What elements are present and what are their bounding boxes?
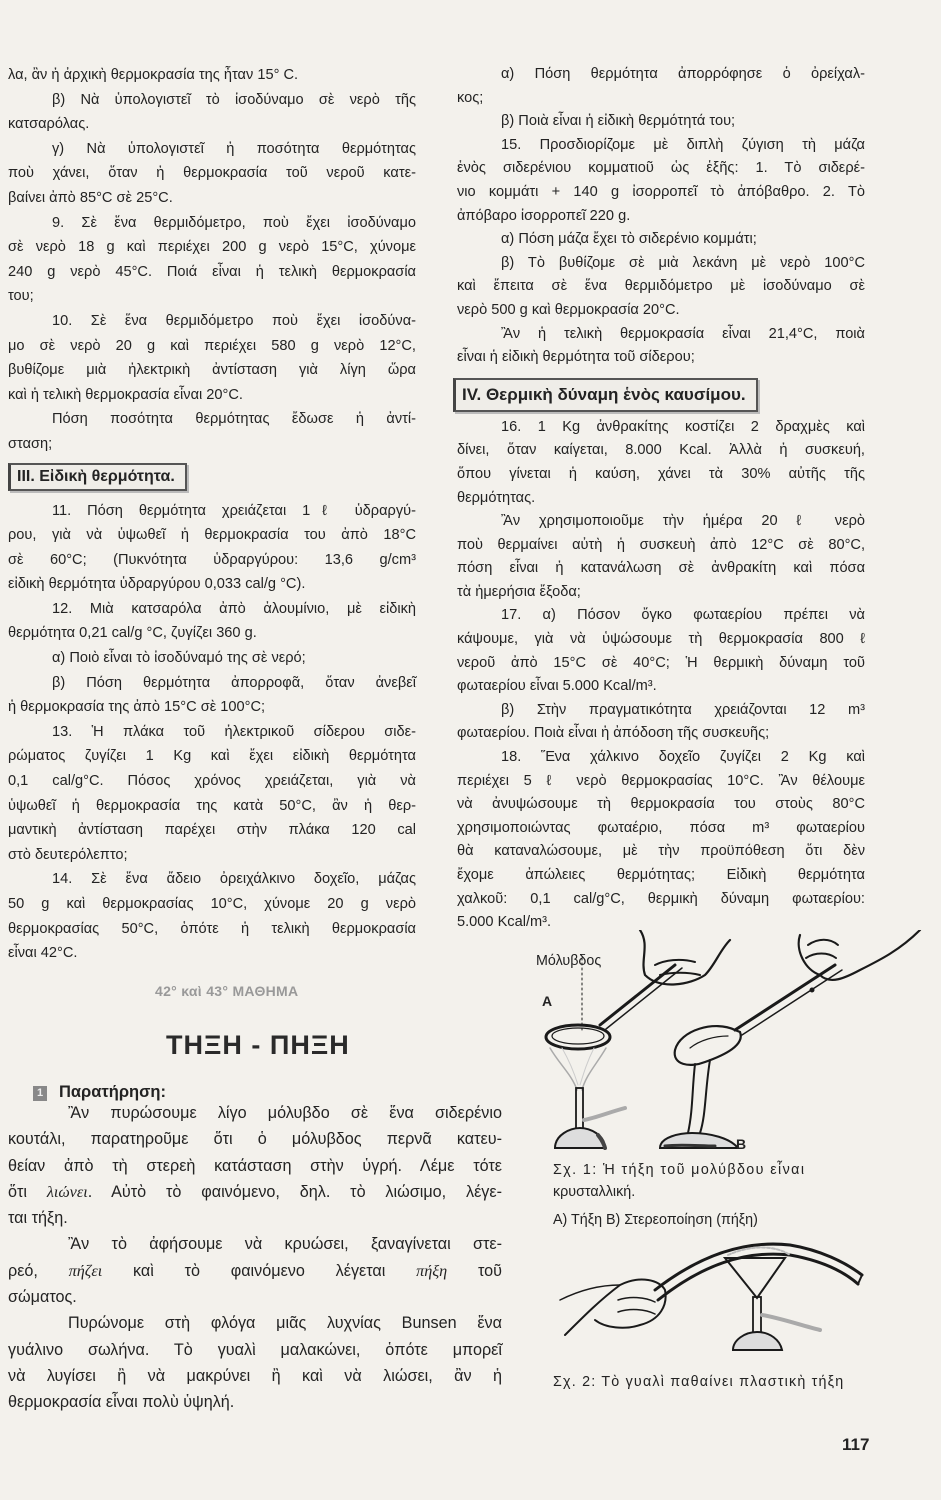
paragraph (8, 597, 416, 646)
text-line: βυθίζομε μιὰ ἠλεκτρικὴ ἀντίσταση γιὰ λίγη ὥρα (8, 362, 416, 379)
text-line: μο σὲ νερὸ 20 g καὶ περιέχει 580 g νερὸ 12°C, (8, 337, 416, 354)
text-line: νὰ λυγίσει ἢ νὰ μακρύνει ἢ καὶ νὰ λιώσει, ἂν ἡ (8, 1366, 502, 1385)
text-line: Ἂν τὸ ἀφήσουμε νὰ κρυώσει, ξαναγίνεται στε- (68, 1235, 502, 1254)
paragraph (8, 671, 416, 720)
text-line: μαντικὴ ἀντίσταση παρέχει στὴν πλάκα 120 cal (8, 822, 416, 839)
paragraph (8, 1310, 502, 1415)
text-line: κος; (457, 89, 484, 106)
text-line: 10. Σὲ ἕνα θερμιδόμετρο ποὺ ἔχει ἰσοδύνα- (52, 312, 416, 329)
text-line: καὶ ἡ τελικὴ θερμοκρασία εἶναι 20°C. (8, 386, 243, 403)
text-line: σὲ 60°C; (Πυκνότητα ὑδραργύρου: 13,6 g/cm³ (8, 551, 416, 568)
text-line: ὅτι λιώνει. Αὐτὸ τὸ φαινόμενο, δηλ. τὸ λιώσιμο, λέγε- (8, 1182, 502, 1201)
figure-2-glass-tube-drawing (560, 1244, 862, 1350)
text-line: α) Πόση θερμότητα ἀπορρόφησε ὁ ὀρείχαλ- (501, 66, 865, 82)
paragraph (457, 604, 865, 698)
text-line: εἰδικὴ θερμότητα ὑδραργύρου 0,033 cal/g °C). (8, 576, 306, 593)
text-line: Πυρώνομε στὴ φλόγα μιᾶς λυχνίας Bunsen ἕνα (68, 1314, 502, 1333)
text-line: στὸ δευτερόλεπτο; (8, 846, 128, 863)
text-line: θερμοκρασίας 50°C, ὁπότε ἡ τελικὴ θερμοκρασία (8, 920, 416, 937)
text-line: φωταερίου εἶναι 5.000 Kcal/m³. (457, 678, 657, 695)
text-line: β) Πόση θερμότητα ἀπορροφᾶ, ὅταν ἀνεβεῖ (52, 674, 416, 691)
figure-label-a: A (542, 993, 553, 1009)
paragraph (8, 88, 416, 137)
text-line: θὰ καταναλώσουμε, μὲ τὴν προϋπόθεση ὅτι δὲν (457, 843, 865, 860)
term: λιώνει (46, 1182, 88, 1201)
paragraph (457, 746, 865, 935)
section-heading-box (8, 457, 416, 499)
paragraph (457, 416, 865, 510)
paragraph (8, 867, 416, 965)
text-line: ἑνὸς σιδερένιου κομματιοῦ ὡς ἑξῆς: 1. Τὸ σιδερέ- (457, 160, 865, 177)
text-line: α) Ποιὸ εἶναι τὸ ἰσοδύναμό της σὲ νερό; (52, 650, 306, 667)
text-line: β) Νὰ ὑπολογιστεῖ τὸ ἰσοδύναμο σὲ νερὸ τῆς (52, 91, 416, 108)
text-line: νερὸ 500 g καὶ θερμοκρασία 20°C. (457, 301, 680, 318)
text-line: καὶ ἔπειτα σὲ ἕνα θερμιδόμετρο μὲ ἰσοδύναμο σὲ (457, 278, 865, 295)
paragraph (8, 1100, 502, 1231)
section-heading-box (457, 370, 865, 416)
text-line: Πόση ποσότητα θερμότητας ἔδωσε ἡ ἀντί- (52, 411, 416, 428)
text-line: χρησιμοποιώντας φωταέριο, πόσα m³ φωταερίου (457, 819, 866, 836)
paragraph (457, 252, 865, 323)
figure-2-caption: Σχ. 2: Τὸ γυαλὶ παθαίνει πλαστικὴ τήξη (553, 1374, 845, 1390)
chapter-title: ΤΗΞΗ - ΠΗΞΗ (166, 1030, 350, 1060)
text-line: β) Τὸ βυθίζομε σὲ μιὰ λεκάνη μὲ νερὸ 100°C (501, 254, 865, 271)
text-line: 18. Ἕνα χάλκινο δοχεῖο ζυγίζει 2 Kg καὶ (501, 749, 865, 766)
text-line: φωταερίου. Ποιὰ εἶναι ἡ ἀπόδοση τῆς συσκευῆς; (457, 725, 770, 742)
term: πήζει (68, 1261, 103, 1280)
text-line: κουτάλι, παρατηροῦμε ὅτι ὁ μόλυβδος περνᾶ κατευ- (8, 1130, 502, 1149)
text-line: 13. Ἡ πλάκα τοῦ ἠλεκτρικοῦ σίδερου σιδε- (52, 723, 416, 740)
text-line: 240 g νερὸ 45°C. Ποιά εἶναι ἡ τελικὴ θερμοκρασία (8, 263, 416, 280)
text-line: χαλκοῦ: 0,1 cal/g°C, θερμικὴ δύναμη φωταερίου: (457, 890, 865, 907)
text-line: βαίνει ἀπὸ 85°C σὲ 25°C. (8, 189, 173, 206)
section-number-badge: 1 (33, 1086, 47, 1101)
text-line: 11. Πόση θερμότητα χρειάζεται 1ℓ ὑδραργύ- (52, 502, 416, 519)
paragraph (8, 211, 416, 309)
text-line: ὅπου γίνεται ἡ καύση, χάνει τὰ 30% αὐτῆς τῆς (457, 465, 865, 482)
text-line: 0,1 cal/g°C. Πόσος χρόνος χρειάζεται, γιὰ νὰ (8, 773, 416, 790)
text-line: ἀπόβαρο ἰσορροπεῖ 220 g. (457, 207, 631, 224)
text-line: νὰ ἀνυψώσουμε τὴ θερμοκρασία του στοὺς 80°C (457, 796, 865, 813)
paragraph (8, 720, 416, 868)
page-number: 117 (842, 1435, 870, 1454)
observation-text (8, 1100, 502, 1416)
text-line: θερμοκρασία εἶναι πολὺ ὑψηλή. (8, 1393, 235, 1412)
text-line: πόση εἶναι ἡ κατανάλωση σὲ ἀνθρακίτη καὶ πόσα (457, 560, 865, 577)
text-line: 12. Μιὰ κατσαρόλα ἀπὸ ἀλουμίνιο, μὲ εἰδικὴ (52, 600, 416, 617)
paragraph (8, 1231, 502, 1310)
text-line: ἡ θερμοκρασία της ἀπὸ 15°C σὲ 100°C; (8, 699, 266, 716)
figure-1-melting-lead-drawing (546, 930, 920, 1148)
text-line: κατσαρόλας. (8, 116, 90, 133)
term: πήξη (416, 1261, 448, 1280)
text-line: 16. 1 Kg ἀνθρακίτης κοστίζει 2 δραχμὲς καὶ (501, 418, 865, 435)
text-line: σὲ νερὸ 18 g καὶ περιέχει 200 g νερὸ 15°C, χύνομε (8, 239, 416, 256)
text-line: ποὺ χάνει, ὅταν ἡ θερμοκρασία τοῦ νεροῦ κατε- (8, 165, 416, 182)
paragraph (8, 63, 416, 88)
paragraph (457, 323, 865, 370)
text-line: ποὺ θερμαίνει αὐτὴ ἡ συσκευὴ ἀπὸ 12°C σὲ 80°C, (457, 536, 865, 553)
text-line: γ) Νὰ ὑπολογιστεῖ ἡ ποσότητα θερμότητας (52, 140, 416, 157)
text-line: 14. Σὲ ἕνα ἄδειο ὀρειχάλκινο δοχεῖο, μάζας (52, 871, 416, 888)
text-line: του; (8, 288, 34, 305)
text-line: ρεό, πήζει καὶ τὸ φαινόμενο λέγεται πήξη τοῦ (8, 1261, 502, 1280)
figure-1-caption-line-3: Α) Τήξη Β) Στερεοποίηση (πήξη) (553, 1212, 758, 1228)
text-line: α) Πόση μάζα ἔχει τὸ σιδερένιο κομμάτι; (501, 231, 757, 248)
paragraph (457, 110, 865, 134)
text-line: β) Ποιὰ εἶναι ἡ εἰδικὴ θερμότητά του; (501, 113, 736, 130)
text-line: νεροῦ ἀπὸ 15°C σὲ 40°C; Ἡ θερμικὴ δύναμη τοῦ (457, 654, 865, 671)
text-line: Ἂν χρησιμοποιοῦμε τὴν ἡμέρα 20 ℓ νερὸ (501, 513, 865, 530)
figure-1-caption-line-1: Σχ. 1: Ἡ τήξη τοῦ μολύβδου εἶναι (553, 1162, 806, 1178)
text-line: περιέχει 5 ℓ νερὸ θερμοκρασίας 10°C. Ἂν θέλουμε (457, 772, 865, 789)
paragraph (8, 407, 416, 456)
text-line: 9. Σὲ ἕνα θερμιδόμετρο, ποὺ ἔχει ἰσοδύναμο (52, 214, 416, 231)
lead-label: Μόλυβδος (536, 953, 602, 969)
text-line: γυάλινο σωλήνα. Τὸ γυαλὶ μαλακώνει, ὁπότε μπορεῖ (8, 1340, 502, 1359)
text-line: θερμότητα 0,21 cal/g °C, ζυγίζει 360 g. (8, 625, 257, 642)
paragraph (457, 699, 865, 746)
text-line: λα, ἂν ἡ ἀρχικὴ θερμοκρασία της ἦταν 15° C. (8, 67, 299, 83)
text-line: κάψουμε, γιὰ νὰ ὑψώσουμε τὴ θερμοκρασία 800 ℓ (457, 631, 865, 648)
text-line: ἔχομε ἀπώλειες θερμότητας; Εἰδικὴ θερμότητα (457, 867, 865, 883)
text-line: ὑψωθεῖ ἡ θερμοκρασία της κατὰ 50°C, ἂν ἡ θερ- (8, 797, 416, 814)
figure-1-caption-line-2: κρυσταλλική. (553, 1184, 636, 1200)
paragraph (8, 309, 416, 407)
text-line: 50 g καὶ θερμοκρασίας 10°C, χύνομε 20 g νερὸ (8, 896, 416, 912)
paragraph (457, 63, 865, 110)
paragraph (457, 134, 865, 228)
text-line: τὰ ἡμερήσια ἔξοδα; (457, 583, 581, 600)
text-line: δίνει, ὅταν καίγεται, 8.000 Kcal. Ἀλλὰ ἡ συσκευή, (457, 442, 865, 459)
text-line: ρου, γιὰ νὰ ὑψωθεῖ ἡ θερμοκρασία του ἀπὸ 18°C (8, 527, 416, 544)
paragraph (457, 228, 865, 252)
text-line: θείαν ἀπὸ τὴ στερεὴ κατάσταση στὴν ὑγρή. Λέμε τότε (8, 1156, 502, 1175)
figure-label-b: B (736, 1136, 747, 1152)
text-line: 17. α) Πόσον ὄγκο φωταερίου πρέπει νὰ (501, 607, 865, 624)
text-line: 15. Προσδιορίζομε μὲ διπλὴ ζύγιση τὴ μάζα (501, 136, 865, 153)
text-line: εἶναι 42°C. (8, 945, 78, 962)
section-heading: III. Εἰδικὴ θερμότητα. (8, 463, 187, 491)
left-text-column (8, 63, 416, 966)
text-line: σταση; (8, 435, 53, 452)
right-text-column (457, 63, 865, 935)
paragraph (8, 499, 416, 597)
text-line: 5.000 Kcal/m³. (457, 914, 552, 931)
text-line: νιο κομμάτι + 140 g ἰσορροπεῖ τὸ ἀπόβαθρο. 2. Τὸ (457, 183, 865, 200)
text-line: ρώματος ζυγίζει 1 Kg καὶ ἔχει εἰδικὴ θερμότητα (8, 748, 416, 765)
text-line: Ἂν πυρώσουμε λίγο μόλυβδο σὲ ἕνα σιδερένιο (68, 1104, 502, 1122)
text-line: θερμότητας. (457, 489, 536, 506)
paragraph (8, 137, 416, 211)
paragraph (8, 646, 416, 671)
paragraph (457, 510, 865, 604)
lesson-number-label: 42° καὶ 43° ΜΑΘΗΜΑ (155, 983, 299, 999)
text-line: β) Στὴν πραγματικότητα χρειάζονται 12 m³ (501, 701, 865, 718)
text-line: σώματος. (8, 1288, 77, 1307)
observation-title: Παρατήρηση: (59, 1083, 167, 1101)
section-heading: IV. Θερμικὴ δύναμη ἑνὸς καυσίμου. (453, 378, 758, 412)
text-line: Ἂν ἡ τελικὴ θερμοκρασία εἶναι 21,4°C, ποιὰ (501, 325, 865, 342)
text-line: εἶναι ἡ εἰδικὴ θερμότητα τοῦ σίδερου; (457, 349, 695, 366)
text-line: ται τήξη. (8, 1209, 68, 1228)
